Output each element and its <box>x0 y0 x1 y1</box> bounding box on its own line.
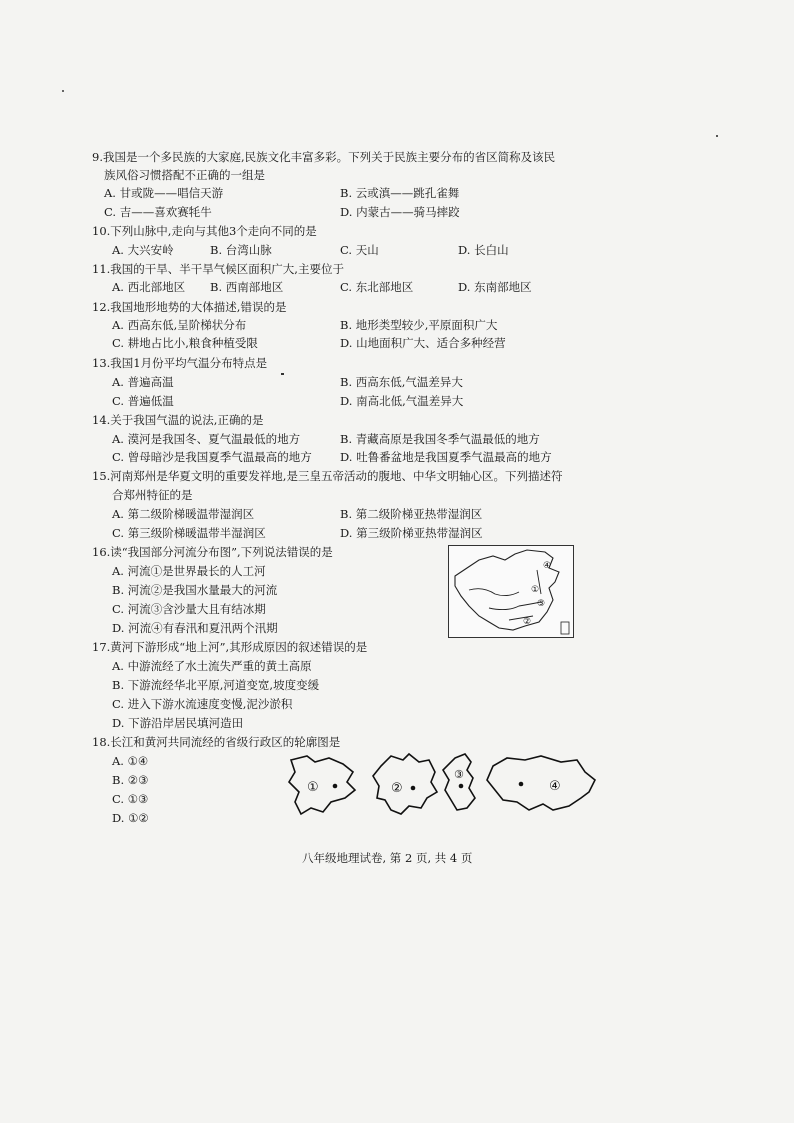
question-11-option-d: D. 东南部地区 <box>458 280 532 294</box>
map-label-4: ④ <box>543 561 552 571</box>
question-13-option-a: A. 普遍高温 <box>112 375 174 389</box>
question-17-option-c: C. 进入下游水流速度变慢,泥沙淤积 <box>112 697 293 711</box>
map-label-3: ③ <box>537 599 546 609</box>
province-outlines <box>285 752 625 818</box>
scan-speck <box>62 90 64 92</box>
question-17-option-d: D. 下游沿岸居民填河造田 <box>112 716 244 730</box>
china-river-map-drawing <box>449 546 573 637</box>
question-15-stem-line2: 合郑州特征的是 <box>112 488 193 502</box>
question-10-option-a: A. 大兴安岭 <box>112 243 174 257</box>
outline-label-3: ③ <box>454 768 464 781</box>
scan-speck <box>716 135 718 137</box>
question-13-option-d: D. 南高北低,气温差异大 <box>340 394 464 408</box>
question-14-option-a: A. 漠河是我国冬、夏气温最低的地方 <box>112 432 301 446</box>
question-16-stem: 16.读“我国部分河流分布图”,下列说法错误的是 <box>92 545 333 559</box>
question-17-option-b: B. 下游流经华北平原,河道变宽,坡度变缓 <box>112 678 320 692</box>
question-14-option-c: C. 曾母暗沙是我国夏季气温最高的地方 <box>112 450 312 464</box>
question-12-option-a: A. 西高东低,呈阶梯状分布 <box>112 318 247 332</box>
province-outline-2 <box>373 754 437 814</box>
question-18-option-b: B. ②③ <box>112 773 149 787</box>
question-15-option-a: A. 第二级阶梯暖温带湿润区 <box>112 507 255 521</box>
question-13-option-c: C. 普遍低温 <box>112 394 174 408</box>
question-15-option-d: D. 第三级阶梯亚热带湿润区 <box>340 526 483 540</box>
question-11-stem: 11.我国的干旱、半干旱气候区面积广大,主要位于 <box>92 262 344 276</box>
question-9-option-c: C. 吉——喜欢赛牦牛 <box>104 205 212 219</box>
question-16-option-d: D. 河流④有春汛和夏汛两个汛期 <box>112 621 278 635</box>
china-river-map <box>448 545 574 638</box>
question-10-option-c: C. 天山 <box>340 243 379 257</box>
question-16-option-a: A. 河流①是世界最长的人工河 <box>112 564 266 578</box>
question-15-option-b: B. 第二级阶梯亚热带湿润区 <box>340 507 483 521</box>
question-11-option-b: B. 西南部地区 <box>210 280 284 294</box>
question-16-option-b: B. 河流②是我国水量最大的河流 <box>112 583 278 597</box>
question-18-option-a: A. ①④ <box>112 754 149 768</box>
province-outline-3 <box>443 754 475 810</box>
question-10-option-d: D. 长白山 <box>458 243 509 257</box>
question-9-option-d: D. 内蒙古——骑马摔跤 <box>340 205 460 219</box>
question-15-option-c: C. 第三级阶梯暖温带半湿润区 <box>112 526 266 540</box>
question-10-option-b: B. 台湾山脉 <box>210 243 272 257</box>
question-15-stem-line1: 15.河南郑州是华夏文明的重要发祥地,是三皇五帝活动的腹地、中华文明轴心区。下列描述符 <box>92 469 563 483</box>
province-outline-1 <box>289 756 355 814</box>
question-14-stem: 14.关于我国气温的说法,正确的是 <box>92 413 264 427</box>
scan-speck <box>281 373 284 375</box>
question-13-option-b: B. 西高东低,气温差异大 <box>340 375 463 389</box>
question-17-stem: 17.黄河下游形成“地上河”,其形成原因的叙述错误的是 <box>92 640 368 654</box>
question-16-option-c: C. 河流③含沙量大且有结冰期 <box>112 602 266 616</box>
question-13-stem: 13.我国1月份平均气温分布特点是 <box>92 356 268 370</box>
outline-label-4: ④ <box>549 779 561 794</box>
question-9-option-b: B. 云或滇——跳孔雀舞 <box>340 186 460 200</box>
question-12-stem: 12.我国地形地势的大体描述,错误的是 <box>92 300 287 314</box>
question-12-option-d: D. 山地面积广大、适合多种经营 <box>340 336 506 350</box>
question-18-option-c: C. ①③ <box>112 792 149 806</box>
outline-label-1: ① <box>307 780 319 795</box>
question-9-stem-line2: 族风俗习惯搭配不正确的一组是 <box>104 168 265 182</box>
question-18-stem: 18.长江和黄河共同流经的省级行政区的轮廓图是 <box>92 735 341 749</box>
question-17-option-a: A. 中游流经了水土流失严重的黄土高原 <box>112 659 312 673</box>
question-10-stem: 10.下列山脉中,走向与其他3个走向不同的是 <box>92 224 317 238</box>
outline-label-2: ② <box>391 781 403 796</box>
map-label-1: ① <box>531 585 540 595</box>
page-footer: 八年级地理试卷, 第 2 页, 共 4 页 <box>302 851 473 865</box>
question-12-option-c: C. 耕地占比小,粮食种植受限 <box>112 336 258 350</box>
question-12-option-b: B. 地形类型较少,平原面积广大 <box>340 318 498 332</box>
question-14-option-b: B. 青藏高原是我国冬季气温最低的地方 <box>340 432 540 446</box>
question-14-option-d: D. 吐鲁番盆地是我国夏季气温最高的地方 <box>340 450 552 464</box>
question-9-stem-line1: 9.我国是一个多民族的大家庭,民族文化丰富多彩。下列关于民族主要分布的省区简称及该民 <box>92 150 556 164</box>
question-11-option-c: C. 东北部地区 <box>340 280 414 294</box>
map-label-2: ② <box>523 617 532 627</box>
province-outline-4 <box>487 756 595 810</box>
question-9-option-a: A. 甘或陇——唱信天游 <box>104 186 224 200</box>
question-18-option-d: D. ①② <box>112 811 149 825</box>
question-11-option-a: A. 西北部地区 <box>112 280 186 294</box>
